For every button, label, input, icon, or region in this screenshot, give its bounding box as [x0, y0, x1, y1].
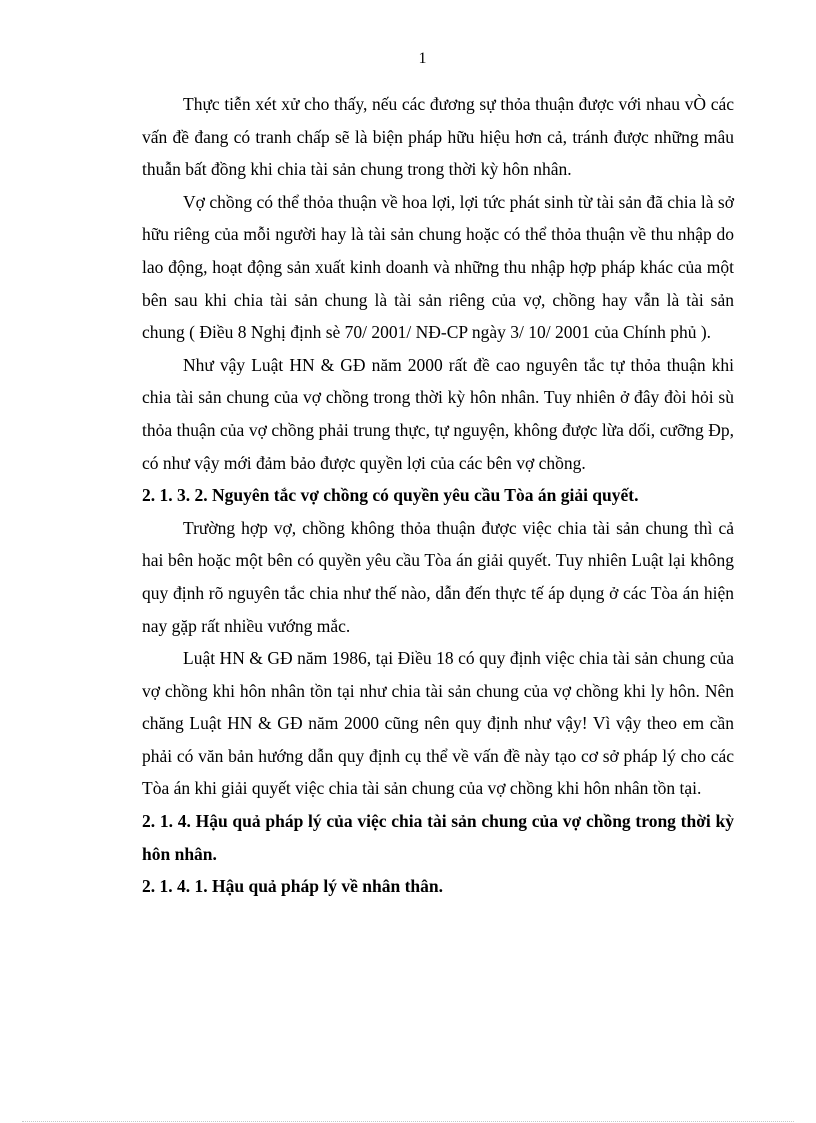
- section-heading-2-1-4-1: 2. 1. 4. 1. Hậu quả pháp lý về nhân thân.: [142, 876, 444, 897]
- paragraph-law-1986: Luật HN & GĐ năm 1986, tại Điều 18 có quy định việc chia tài sản chung của vợ chồng khi hôn nhân tồn tại như chia tài sản chung của vợ chồng khi ly hôn. Nên chăng Luật HN & GĐ năm 2000 cũng nên quy định như vậy! Vì vậy theo em cần phải có văn bản hướng dẫn quy định cụ thể về vấn đề này tạo cơ sở pháp lý cho các Tòa án khi giải quyết việc chia tài sản chung của vợ chồng khi hôn nhân tồn tại.: [142, 648, 734, 799]
- page-number: 1: [418, 50, 427, 67]
- paragraph-court-request: Trường hợp vợ, chồng không thỏa thuận được việc chia tài sản chung thì cả hai bên hoặc một bên có quyền yêu cầu Tòa án giải quyết. Tuy nhiên Luật lại không quy định rõ nguyên tắc chia như thế nào, dẫn đến thực tế áp dụng ở các Tòa án hiện nay gặp rất nhiều vướng mắc.: [142, 517, 734, 636]
- section-heading-2-1-3-2: 2. 1. 3. 2. Nguyên tắc vợ chồng có quyền yêu cầu Tòa án giải quyết.: [142, 485, 639, 506]
- paragraph-mediation: Thực tiễn xét xử cho thấy, nếu các đương sự thỏa thuận được với nhau vÒ các vấn đề đang có tranh chấp sẽ là biện pháp hữu hiệu hơn cả, tránh được những mâu thuẫn bất đồng khi chia tài sản chung trong thời kỳ hôn nhân.: [142, 94, 734, 180]
- paragraph-income-agreement: Vợ chồng có thể thỏa thuận về hoa lợi, lợi tức phát sinh từ tài sản đã chia là sở hữu riêng của mỗi người hay là tài sản chung hoặc có thể thỏa thuận về thu nhập do lao động, hoạt động sản xuất kinh doanh và những thu nhập hợp pháp khác của một bên sau khi chia tài sản chung là tài sản riêng của vợ, chồng hay vẫn là tài sản chung ( Điều 8 Nghị định sè 70/ 2001/ NĐ-CP ngày 3/ 10/ 2001 của Chính phủ ).: [142, 191, 734, 343]
- document-body: [142, 88, 734, 903]
- page-bottom-divider: [22, 1121, 794, 1122]
- section-heading-2-1-4: 2. 1. 4. Hậu quả pháp lý của việc chia tài sản chung của vợ chồng trong thời kỳ hôn nhân.: [142, 811, 734, 864]
- paragraph-self-agreement-principle: Như vậy Luật HN & GĐ năm 2000 rất đề cao nguyên tắc tự thỏa thuận khi chia tài sản chung của vợ chồng trong thời kỳ hôn nhân. Tuy nhiên ở đây đòi hỏi sù thỏa thuận của vợ chồng phải trung thực, tự nguyện, không được lừa dối, cưỡng Ðp, có như vậy mới đảm bảo được quyền lợi của các bên vợ chồng.: [142, 354, 734, 473]
